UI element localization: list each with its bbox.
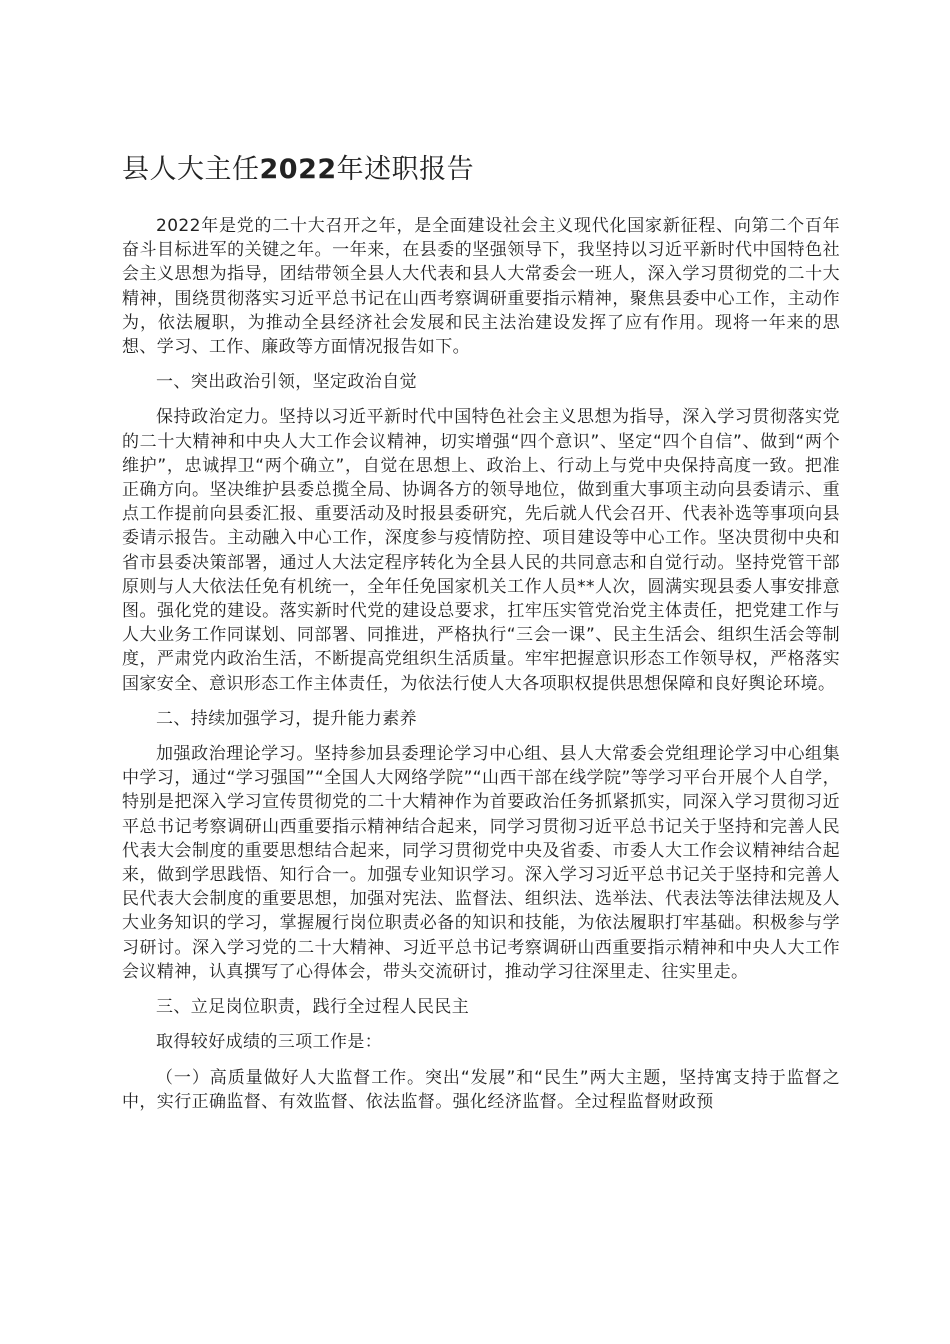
section-1-heading: 一、突出政治引领，坚定政治自觉 [156,372,417,393]
section-3-item-1: （一）高质量做好人大监督工作。突出“发展”和“民生”两大主题，坚持寓支持于监督之中，实行正确监督、有效监督、依法监督。强化经济监督。全过程监督财政预 [122,1067,840,1112]
document-page [122,150,840,1125]
title-suffix: 年述职报告 [336,154,475,185]
title-year: 2022 [259,154,337,185]
section-3-lead: 取得较好成绩的三项工作是： [156,1032,383,1053]
intro-paragraph: 2022年是党的二十大召开之年，是全面建设社会主义现代化国家新征程、向第二个百年奋斗目标进军的关键之年。一年来，在县委的坚强领导下，我坚持以习近平新时代中国特色社会主义思想为指导，团结带领全县人大代表和县人大常委会一班人，深入学习贯彻党的二十大精神，围绕贯彻落实习近平总书记在山西考察调研重要指示精神，聚焦县委中心工作，主动作为，依法履职，为推动全县经济社会发展和民主法治建设发挥了应有作用。现将一年来的思想、学习、工作、廉政等方面情况报告如下。 [122,216,840,358]
section-2-body: 加强政治理论学习。坚持参加县委理论学习中心组、县人大常委会党组理论学习中心组集中学习，通过“学习强国”“全国人大网络学院”“山西干部在线学院”等学习平台开展个人自学，特别是把深入学习宣传贯彻党的二十大精神作为首要政治任务抓紧抓实，同深入学习贯彻习近平总书记考察调研山西重要指示精神结合起来，同学习贯彻习近平总书记关于坚持和完善人民代表大会制度的重要思想结合起来，同学习贯彻党中央及省委、市委人大工作会议精神结合起来，做到学思践悟、知行合一。加强专业知识学习。深入学习习近平总书记关于坚持和完善人民代表大会制度的重要思想，加强对宪法、监督法、组织法、选举法、代表法等法律法规及人大业务知识的学习，掌握履行岗位职责必备的知识和技能，为依法履职打牢基础。积极参与学习研讨。深入学习党的二十大精神、习近平总书记考察调研山西重要指示精神和中央人大工作会议精神，认真撰写了心得体会，带头交流研讨，推动学习往深里走、往实里走。 [122,744,840,982]
section-2-heading: 二、持续加强学习，提升能力素养 [156,708,417,729]
document-title [122,150,840,190]
section-3-heading: 三、立足岗位职责，践行全过程人民民主 [156,997,470,1018]
title-prefix: 县人大主任 [122,154,260,185]
section-1-body: 保持政治定力。坚持以习近平新时代中国特色社会主义思想为指导，深入学习贯彻落实党的二十大精神和中央人大工作会议精神，切实增强“四个意识”、坚定“四个自信”、做到“两个维护”，忠诚捍卫“两个确立”，自觉在思想上、政治上、行动上与党中央保持高度一致。把准正确方向。坚决维护县委总揽全局、协调各方的领导地位，做到重大事项主动向县委请示、重点工作提前向县委汇报、重要活动及时报县委研究，先后就人代会召开、代表补选等事项向县委请示报告。主动融入中心工作，深度参与疫情防控、项目建设等中心工作。坚决贯彻中央和省市县委决策部署，通过人大法定程序转化为全县人民的共同意志和自觉行动。坚持党管干部原则与人大依法任免有机统一，全年任免国家机关工作人员**人次，圆满实现县委人事安排意图。强化党的建设。落实新时代党的建设总要求，扛牢压实管党治党主体责任，把党建工作与人大业务工作同谋划、同部署、同推进，严格执行“三会一课”、民主生活会、组织生活会等制度，严肃党内政治生活，不断提高党组织生活质量。牢牢把握意识形态工作领导权，严格落实国家安全、意识形态工作主体责任，为依法行使人大各项职权提供思想保障和良好舆论环境。 [122,407,840,694]
